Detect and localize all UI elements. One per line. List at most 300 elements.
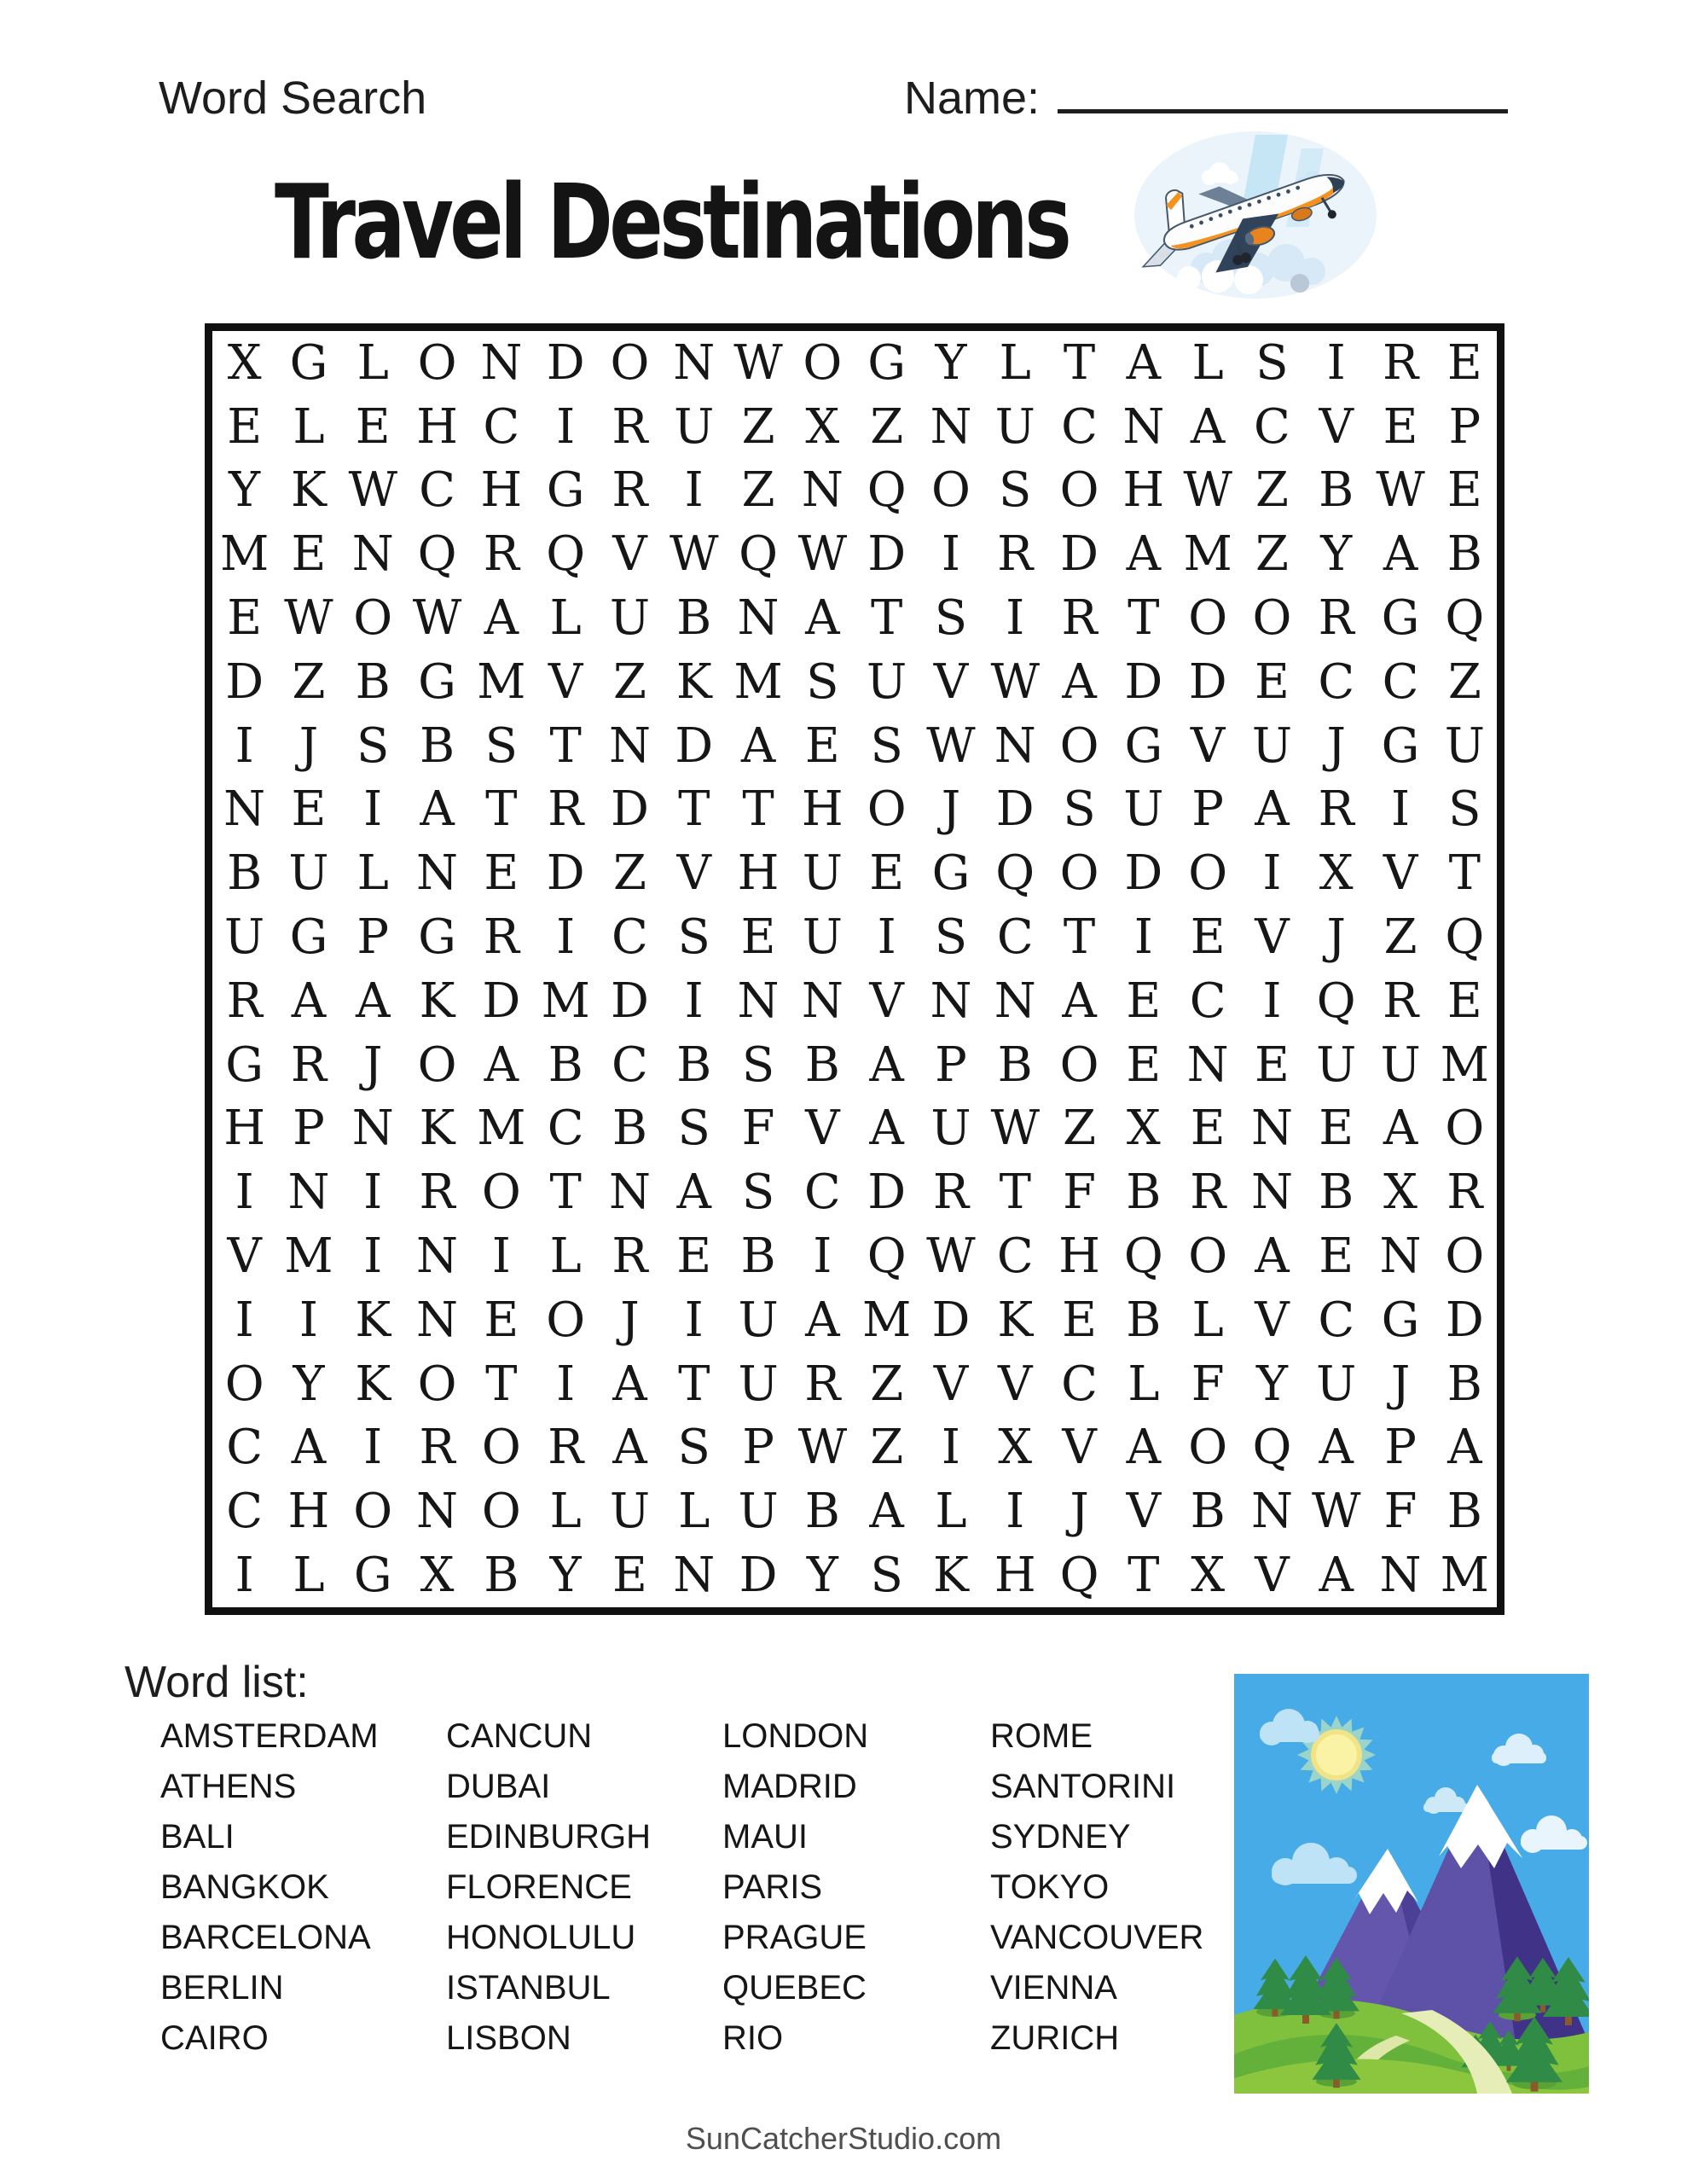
grid-cell: R — [804, 1356, 841, 1412]
grid-cell: Q — [1123, 1228, 1163, 1285]
grid-cell: D — [675, 717, 714, 774]
grid-cell: E — [227, 398, 263, 455]
word-list-item: DUBAI — [446, 1768, 551, 1805]
grid-cell: O — [417, 1356, 457, 1412]
grid-cell: Z — [612, 845, 646, 902]
grid-cell: I — [1390, 781, 1411, 838]
grid-cell: X — [227, 334, 262, 391]
grid-cell: I — [363, 1165, 383, 1221]
grid-cell: A — [484, 1037, 519, 1093]
grid-cell: V — [805, 1101, 840, 1157]
grid-cell: G — [1381, 717, 1420, 774]
grid-cell: U — [609, 1484, 651, 1540]
word-list-item: SANTORINI — [990, 1768, 1176, 1805]
grid-cell: E — [1383, 398, 1418, 455]
grid-cell: T — [1063, 909, 1096, 966]
grid-cell: N — [287, 1165, 330, 1221]
grid-cell: T — [742, 781, 774, 838]
grid-cell: M — [1440, 1548, 1490, 1604]
grid-cell: N — [608, 717, 651, 774]
grid-cell: U — [738, 1292, 779, 1348]
grid-cell: X — [805, 398, 840, 455]
grid-cell: D — [1060, 526, 1099, 583]
grid-cell: Y — [293, 1356, 325, 1412]
grid-cell: C — [1061, 1356, 1098, 1412]
grid-cell: G — [289, 334, 328, 391]
grid-cell: B — [1446, 1484, 1482, 1540]
grid-cell: C — [612, 1037, 648, 1093]
grid-cell: V — [676, 845, 711, 902]
grid-cell: E — [1126, 1037, 1162, 1093]
grid-cell: W — [926, 717, 976, 774]
grid-cell: H — [801, 781, 844, 838]
grid-cell: G — [546, 462, 585, 519]
grid-cell: W — [797, 1420, 848, 1476]
grid-cell: Q — [1445, 590, 1485, 647]
grid-cell: G — [931, 845, 971, 902]
grid-cell: O — [1252, 590, 1292, 647]
grid-cell: H — [287, 1484, 330, 1540]
grid-cell: X — [1191, 1548, 1226, 1604]
grid-cell: O — [1445, 1228, 1485, 1285]
grid-cell: Y — [1255, 1356, 1288, 1412]
grid-cell: S — [741, 1037, 775, 1093]
grid-cell: B — [1446, 1356, 1482, 1412]
grid-cell: O — [1188, 590, 1228, 647]
grid-cell: R — [1382, 973, 1419, 1029]
grid-cell: D — [546, 845, 585, 902]
grid-cell: N — [930, 398, 972, 455]
grid-cell: A — [676, 1165, 711, 1221]
grid-cell: W — [412, 590, 462, 647]
grid-cell: O — [353, 1484, 393, 1540]
grid-cell: V — [1319, 398, 1354, 455]
grid-cell: A — [1383, 526, 1418, 583]
grid-cell: O — [481, 1484, 521, 1540]
grid-cell: Y — [229, 462, 261, 519]
grid-cell: V — [1190, 717, 1226, 774]
grid-cell: L — [549, 1484, 582, 1540]
grid-cell: P — [742, 1420, 774, 1476]
grid-cell: S — [741, 1165, 775, 1221]
word-list-label: Word list: — [125, 1658, 309, 1707]
grid-cell: E — [1446, 973, 1482, 1029]
grid-cell: U — [609, 590, 651, 647]
grid-cell: N — [1122, 398, 1165, 455]
grid-cell: G — [353, 1548, 392, 1604]
grid-cell: I — [1262, 973, 1282, 1029]
grid-cell: B — [1126, 1165, 1162, 1221]
grid-cell: K — [675, 653, 712, 710]
grid-cell: E — [291, 781, 327, 838]
grid-cell: A — [1126, 1420, 1162, 1476]
grid-cell: N — [416, 1228, 459, 1285]
grid-cell: I — [235, 1165, 254, 1221]
grid-cell: C — [612, 909, 648, 966]
grid-cell: O — [1059, 845, 1099, 902]
word-list-item: ROME — [990, 1717, 1093, 1755]
grid-cell: T — [678, 781, 710, 838]
word-list-item: AMSTERDAM — [160, 1717, 379, 1755]
grid-cell: I — [235, 1292, 254, 1348]
grid-cell: E — [1190, 1101, 1226, 1157]
grid-cell: W — [284, 590, 333, 647]
grid-cell: A — [1255, 781, 1290, 838]
grid-cell: P — [357, 909, 390, 966]
grid-cell: L — [293, 1548, 325, 1604]
grid-cell: I — [235, 717, 254, 774]
grid-cell: T — [549, 717, 582, 774]
grid-cell: A — [1383, 1101, 1418, 1157]
grid-cell: E — [1126, 973, 1162, 1029]
grid-cell: L — [999, 334, 1031, 391]
word-list-item: FLORENCE — [446, 1868, 632, 1906]
grid-cell: E — [676, 1228, 712, 1285]
grid-cell: O — [610, 334, 650, 391]
grid-cell: B — [548, 1037, 583, 1093]
grid-cell: N — [1379, 1548, 1422, 1604]
grid-cell: V — [1255, 1292, 1290, 1348]
grid-cell: P — [1448, 398, 1481, 455]
grid-cell: G — [1124, 717, 1163, 774]
grid-cell: W — [990, 653, 1041, 710]
grid-cell: S — [677, 909, 710, 966]
grid-cell: N — [737, 973, 780, 1029]
grid-cell: Q — [867, 1228, 907, 1285]
grid-cell: J — [1070, 1484, 1089, 1540]
grid-cell: O — [481, 1420, 521, 1476]
grid-cell: S — [1448, 781, 1481, 838]
airplane-icon — [1128, 125, 1383, 305]
grid-cell: Y — [1320, 526, 1353, 583]
grid-cell: A — [484, 590, 519, 647]
grid-cell: W — [1311, 1484, 1361, 1540]
grid-cell: C — [547, 1101, 584, 1157]
grid-cell: K — [355, 1356, 391, 1412]
grid-cell: N — [351, 526, 394, 583]
grid-cell: A — [1062, 973, 1097, 1029]
grid-cell: L — [293, 398, 325, 455]
grid-cell: Q — [1445, 909, 1485, 966]
name-label: Name: — [904, 73, 1041, 124]
grid-cell: G — [867, 334, 907, 391]
grid-cell: N — [1186, 1037, 1229, 1093]
word-list-item: ZURICH — [990, 2019, 1120, 2057]
grid-cell: E — [1062, 1292, 1097, 1348]
grid-cell: E — [1190, 909, 1226, 966]
grid-cell: Q — [867, 462, 907, 519]
grid-cell: V — [612, 526, 647, 583]
grid-cell: J — [363, 1037, 383, 1093]
grid-cell: R — [1318, 590, 1354, 647]
grid-cell: U — [1380, 1037, 1421, 1093]
grid-cell: I — [1262, 845, 1282, 902]
grid-cell: A — [291, 973, 327, 1029]
grid-cell: O — [930, 462, 971, 519]
grid-cell: K — [933, 1548, 969, 1604]
word-list-item: EDINBURGH — [446, 1818, 652, 1856]
grid-cell: A — [612, 1420, 647, 1476]
grid-cell: A — [291, 1420, 327, 1476]
grid-cell: T — [1063, 334, 1096, 391]
grid-cell: M — [219, 526, 270, 583]
grid-cell: P — [1384, 1420, 1417, 1476]
grid-cell: E — [484, 845, 519, 902]
grid-cell: T — [485, 781, 518, 838]
grid-cell: I — [941, 1420, 960, 1476]
word-list-item: BERLIN — [160, 1969, 284, 2007]
grid-cell: B — [676, 590, 712, 647]
grid-cell: T — [870, 590, 903, 647]
grid-cell: N — [1379, 1228, 1422, 1285]
grid-cell: O — [417, 334, 457, 391]
grid-cell: O — [417, 1037, 457, 1093]
grid-cell: Q — [739, 526, 778, 583]
grid-cell: N — [930, 973, 972, 1029]
word-list-item: BARCELONA — [160, 1919, 371, 1956]
grid-cell: C — [803, 1165, 841, 1221]
grid-cell: M — [477, 1101, 526, 1157]
grid-cell: A — [612, 1356, 647, 1412]
site-credit: SunCatcherStudio.com — [685, 2121, 1002, 2156]
grid-cell: N — [223, 781, 266, 838]
grid-cell: S — [934, 909, 968, 966]
grid-cell: W — [1376, 462, 1425, 519]
grid-cell: B — [1319, 462, 1354, 519]
grid-cell: T — [485, 1356, 518, 1412]
grid-cell: V — [1255, 909, 1290, 966]
grid-cell: I — [491, 1228, 511, 1285]
grid-cell: U — [994, 398, 1035, 455]
grid-cell: K — [419, 973, 455, 1029]
grid-cell: L — [549, 590, 582, 647]
grid-cell: J — [1390, 1356, 1411, 1412]
grid-cell: A — [1319, 1548, 1354, 1604]
grid-cell: X — [1319, 845, 1354, 902]
grid-cell: C — [996, 1228, 1034, 1285]
grid-cell: N — [673, 1548, 716, 1604]
grid-cell: A — [356, 973, 391, 1029]
word-list-item: PRAGUE — [722, 1919, 867, 1956]
grid-cell: Z — [1063, 1101, 1096, 1157]
grid-cell: Y — [549, 1548, 582, 1604]
grid-cell: Z — [870, 398, 904, 455]
grid-cell: V — [998, 1356, 1033, 1412]
grid-cell: A — [869, 1037, 904, 1093]
grid-cell: O — [867, 781, 907, 838]
grid-cell: G — [418, 653, 456, 710]
grid-cell: N — [1250, 1101, 1293, 1157]
grid-cell: V — [548, 653, 583, 710]
grid-cell: T — [999, 1165, 1031, 1221]
grid-cell: A — [1062, 653, 1097, 710]
grid-cell: C — [1318, 653, 1355, 710]
grid-cell: R — [1382, 334, 1419, 391]
grid-cell: N — [608, 1165, 651, 1221]
grid-cell: Z — [1383, 909, 1417, 966]
word-list-item: PARIS — [722, 1868, 823, 1906]
grid-cell: P — [935, 1037, 967, 1093]
grid-cell: H — [480, 462, 523, 519]
word-list-item: LONDON — [722, 1717, 869, 1755]
grid-cell: J — [1326, 717, 1346, 774]
grid-cell: V — [227, 1228, 262, 1285]
word-list-item: BANGKOK — [160, 1868, 329, 1906]
grid-cell: B — [1446, 526, 1482, 583]
grid-cell: B — [997, 1037, 1033, 1093]
grid-cell: A — [740, 717, 776, 774]
grid-cell: J — [1326, 909, 1346, 966]
grid-cell: C — [226, 1484, 264, 1540]
grid-cell: N — [673, 334, 716, 391]
grid-cell: W — [1183, 462, 1232, 519]
grid-cell: A — [869, 1484, 904, 1540]
grid-cell: V — [933, 653, 969, 710]
grid-cell: E — [1255, 653, 1290, 710]
grid-cell: E — [1446, 462, 1482, 519]
grid-cell: C — [1254, 398, 1290, 455]
grid-cell: K — [355, 1292, 391, 1348]
grid-cell: S — [870, 717, 903, 774]
grid-cell: R — [483, 526, 519, 583]
grid-cell: U — [738, 1356, 779, 1412]
grid-cell: U — [674, 398, 715, 455]
grid-cell: A — [805, 1292, 840, 1348]
grid-cell: C — [419, 462, 455, 519]
grid-cell: N — [994, 973, 1036, 1029]
grid-cell: S — [806, 653, 839, 710]
grid-cell: M — [284, 1228, 333, 1285]
landscape-illustration — [1234, 1674, 1589, 2094]
grid-cell: C — [1061, 398, 1098, 455]
grid-cell: F — [1383, 1484, 1417, 1540]
grid-cell: C — [483, 398, 520, 455]
word-list-columns — [160, 1711, 1246, 2064]
grid-cell: B — [355, 653, 391, 710]
grid-cell: Q — [1252, 1420, 1292, 1476]
grid-cell: D — [739, 1548, 778, 1604]
grid-cell: I — [813, 1228, 832, 1285]
grid-cell: L — [1191, 1292, 1224, 1348]
page-title: Travel Destinations — [275, 164, 1069, 282]
grid-cell: U — [802, 845, 843, 902]
grid-cell: Z — [870, 1420, 904, 1476]
grid-cell: Z — [1255, 462, 1289, 519]
grid-cell: O — [224, 1356, 264, 1412]
grid-cell: V — [869, 973, 904, 1029]
word-list-item: CANCUN — [446, 1717, 593, 1755]
grid-cell: W — [926, 1228, 976, 1285]
grid-cell: G — [1381, 1292, 1420, 1348]
grid-cell: P — [1191, 781, 1224, 838]
grid-cell: N — [994, 717, 1036, 774]
grid-cell: C — [996, 909, 1034, 966]
grid-cell: T — [549, 1165, 582, 1221]
grid-cell: L — [357, 334, 389, 391]
grid-cell: M — [1440, 1037, 1490, 1093]
word-list-item: CAIRO — [160, 2019, 269, 2057]
grid-cell: E — [291, 526, 327, 583]
grid-cell: I — [235, 1548, 254, 1604]
grid-cell: R — [548, 781, 584, 838]
grid-cell: B — [612, 1101, 648, 1157]
grid-cell: Q — [546, 526, 586, 583]
grid-cell: V — [1383, 845, 1418, 902]
grid-cell: D — [867, 526, 907, 583]
grid-cell: R — [226, 973, 263, 1029]
grid-cell: R — [419, 1165, 455, 1221]
grid-cell: M — [1183, 526, 1232, 583]
grid-cell: O — [1188, 845, 1228, 902]
word-list-column — [990, 1711, 1246, 2064]
grid-cell: Z — [741, 462, 775, 519]
grid-cell: B — [227, 845, 263, 902]
grid-cell: A — [420, 781, 455, 838]
grid-cell: N — [351, 1101, 394, 1157]
grid-cell: E — [804, 717, 840, 774]
grid-cell: D — [610, 973, 649, 1029]
grid-cell: R — [1318, 781, 1354, 838]
grid-cell: S — [484, 717, 519, 774]
grid-cell: F — [1191, 1356, 1225, 1412]
grid-cell: S — [999, 462, 1032, 519]
grid-cell: M — [477, 653, 526, 710]
grid-cell: D — [225, 653, 264, 710]
grid-cell: W — [348, 462, 398, 519]
word-list-item: QUEBEC — [722, 1969, 867, 2007]
word-list-item: MAUI — [722, 1818, 808, 1856]
grid-cell: I — [684, 1292, 704, 1348]
grid-cell: D — [995, 781, 1035, 838]
grid-cell: C — [1189, 973, 1226, 1029]
grid-cell: D — [1124, 653, 1163, 710]
grid-cell: Z — [292, 653, 326, 710]
grid-cell: N — [416, 1292, 459, 1348]
grid-cell: Z — [1447, 653, 1481, 710]
grid-cell: S — [870, 1548, 903, 1604]
word-list-item: RIO — [722, 2019, 784, 2057]
grid-cell: L — [1191, 334, 1224, 391]
grid-cell: B — [1126, 1292, 1162, 1348]
grid-cell: X — [420, 1548, 455, 1604]
word-list-item: VIENNA — [990, 1969, 1117, 2007]
grid-cell: Z — [870, 1356, 904, 1412]
grid-cell: U — [802, 909, 843, 966]
word-list-column — [722, 1711, 990, 2064]
grid-cell: S — [1255, 334, 1289, 391]
word-list-item: LISBON — [446, 2019, 571, 2057]
grid-cell: K — [291, 462, 327, 519]
grid-cell: O — [353, 590, 393, 647]
grid-cell: I — [363, 1228, 383, 1285]
grid-cell: L — [1128, 1356, 1160, 1412]
grid-cell: O — [1059, 462, 1099, 519]
grid-cell: D — [931, 1292, 971, 1348]
grid-cell: J — [941, 781, 961, 838]
grid-cell: R — [612, 462, 648, 519]
grid-cell: H — [416, 398, 458, 455]
grid-cell: I — [684, 462, 704, 519]
word-list-item: ISTANBUL — [446, 1969, 611, 2007]
grid-cell: N — [801, 462, 844, 519]
grid-cell: O — [481, 1165, 521, 1221]
grid-cell: W — [669, 526, 719, 583]
grid-cell: U — [1444, 717, 1485, 774]
grid-cell: D — [867, 1165, 907, 1221]
grid-cell: C — [1382, 653, 1419, 710]
grid-cell: M — [541, 973, 590, 1029]
grid-cell: B — [1319, 1165, 1354, 1221]
